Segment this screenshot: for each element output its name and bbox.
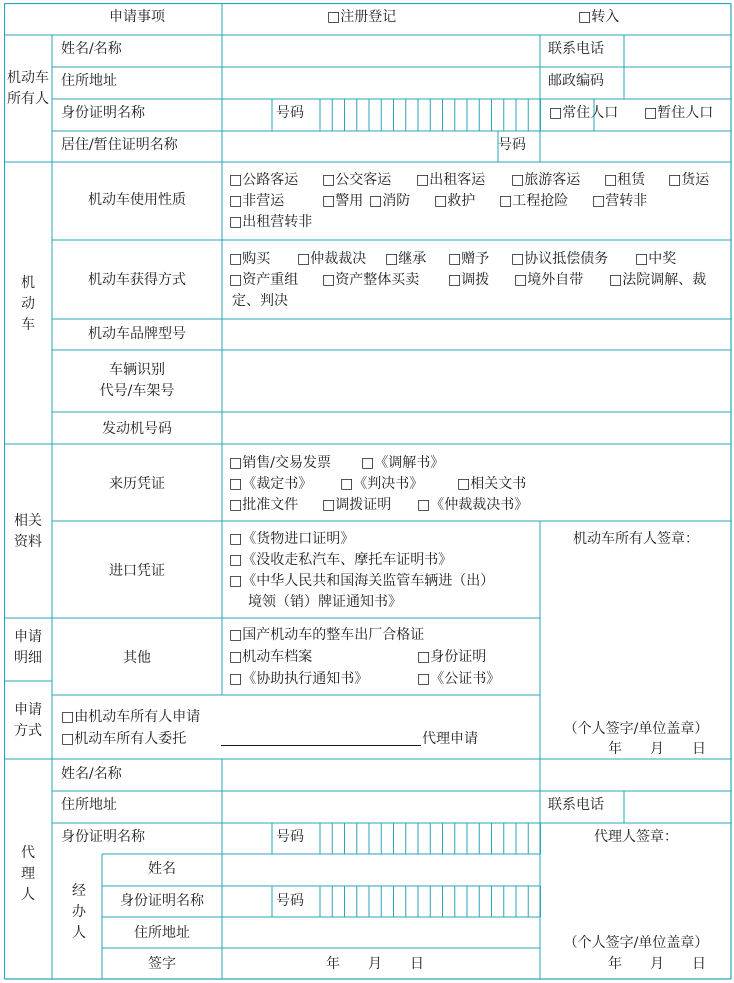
other-id-proof[interactable]: □ 身份证明 bbox=[417, 647, 486, 668]
other-label: 其他 bbox=[123, 650, 151, 666]
usage-taxi[interactable]: □ 出租客运 bbox=[416, 170, 485, 191]
usage-engineering-rescue[interactable]: □ 工程抢险 bbox=[499, 191, 568, 212]
origin-cert-label: 来历凭证 bbox=[109, 476, 165, 492]
handler-name-label: 姓名 bbox=[148, 861, 176, 877]
by-agent-checkbox[interactable]: □ 机动车所有人委托 bbox=[61, 729, 186, 750]
acquire-arbitration[interactable]: □ 仲裁裁决 bbox=[297, 249, 366, 270]
origin-allocation-proof[interactable]: □ 调拨证明 bbox=[322, 495, 391, 516]
handler-id-number-label: 号码 bbox=[276, 893, 304, 909]
import-goods-proof[interactable]: □ 《货物进口证明》 bbox=[229, 529, 354, 550]
vin-label-1: 车辆识别 bbox=[109, 362, 165, 378]
import-customs-notice[interactable]: □ 《中华人民共和国海关监管车辆进（出） bbox=[229, 571, 494, 592]
handler-section-label: 经办人 bbox=[72, 883, 86, 941]
agent-sign-date: 年 月 日 bbox=[608, 956, 706, 972]
other-assist-notice[interactable]: □ 《协助执行通知书》 bbox=[229, 669, 368, 690]
origin-sales-invoice[interactable]: □ 销售/交易发票 bbox=[229, 453, 331, 474]
vehicle-section-label: 机动车 bbox=[21, 275, 35, 333]
usage-lease[interactable]: □ 租赁 bbox=[604, 170, 645, 191]
acquire-inherit[interactable]: □ 继承 bbox=[385, 249, 426, 270]
usage-fire[interactable]: □ 消防 bbox=[369, 191, 410, 212]
other-factory-cert[interactable]: □ 国产机动车的整车出厂合格证 bbox=[229, 625, 424, 646]
owner-name-label: 姓名/名称 bbox=[61, 41, 122, 57]
acquire-restructure[interactable]: □ 资产重组 bbox=[229, 270, 298, 291]
agent-name-underline[interactable] bbox=[221, 745, 421, 746]
docs-section-label: 相关资料 bbox=[14, 513, 42, 550]
origin-ruling[interactable]: □ 《裁定书》 bbox=[229, 474, 312, 495]
temporary-resident-checkbox[interactable]: □ 暂住人口 bbox=[644, 103, 713, 124]
origin-judgment[interactable]: □ 《判决书》 bbox=[340, 474, 423, 495]
acquire-purchase[interactable]: □ 购买 bbox=[229, 249, 270, 270]
other-notary[interactable]: □ 《公证书》 bbox=[417, 669, 500, 690]
owner-seal-note: （个人签字/单位盖章） bbox=[563, 721, 709, 737]
usage-bus[interactable]: □ 公交客运 bbox=[322, 170, 391, 191]
agent-signature-label: 代理人签章： bbox=[594, 829, 678, 845]
handler-id-name-label: 身份证明名称 bbox=[120, 893, 204, 909]
usage-tourism[interactable]: □ 旅游客运 bbox=[511, 170, 580, 191]
agent-address-label: 住所地址 bbox=[61, 797, 117, 813]
acquire-lottery[interactable]: □ 中奖 bbox=[635, 249, 676, 270]
acquire-allocation[interactable]: □ 调拨 bbox=[448, 270, 489, 291]
owner-id-name-label: 身份证明名称 bbox=[61, 105, 145, 121]
usage-ambulance[interactable]: □ 救护 bbox=[434, 191, 475, 212]
agent-name-label: 姓名/名称 bbox=[61, 766, 122, 782]
owner-id-number-label: 号码 bbox=[276, 105, 304, 121]
acquire-label: 机动车获得方式 bbox=[88, 272, 186, 288]
residence-number-label: 号码 bbox=[498, 137, 526, 153]
owner-signature-label: 机动车所有人签章： bbox=[573, 531, 699, 547]
other-vehicle-archive[interactable]: □ 机动车档案 bbox=[229, 647, 312, 668]
method-section-label: 申请方式 bbox=[14, 702, 42, 739]
usage-police[interactable]: □ 警用 bbox=[322, 191, 363, 212]
owner-postcode-label: 邮政编码 bbox=[548, 73, 604, 89]
origin-mediation[interactable]: □ 《调解书》 bbox=[361, 453, 444, 474]
acquire-brought-from-abroad[interactable]: □ 境外自带 bbox=[514, 270, 583, 291]
detail-section-label: 申请明细 bbox=[14, 629, 42, 666]
origin-arbitration-award[interactable]: □ 《仲裁裁决书》 bbox=[417, 495, 528, 516]
acquire-court-mediation[interactable]: □ 法院调解、裁 bbox=[609, 270, 706, 291]
vehicle-registration-form bbox=[4, 3, 732, 980]
import-customs-notice-cont: 境领（销）牌证通知书》 bbox=[248, 594, 402, 610]
vin-label-2: 代号/车架号 bbox=[99, 383, 175, 399]
origin-approval[interactable]: □ 批准文件 bbox=[229, 495, 298, 516]
permanent-resident-checkbox[interactable]: □ 常住人口 bbox=[549, 103, 618, 124]
agent-seal-note: （个人签字/单位盖章） bbox=[563, 935, 709, 951]
agent-section-label: 代理人 bbox=[21, 845, 35, 903]
owner-address-label: 住所地址 bbox=[61, 73, 117, 89]
by-owner-checkbox[interactable]: □ 由机动车所有人申请 bbox=[61, 707, 200, 728]
model-label: 机动车品牌型号 bbox=[88, 326, 186, 342]
agent-phone-label: 联系电话 bbox=[548, 797, 604, 813]
handler-sign-date: 年 月 日 bbox=[326, 956, 424, 972]
import-confiscation-proof[interactable]: □ 《没收走私汽车、摩托车证明书》 bbox=[229, 550, 452, 571]
agent-id-name-label: 身份证明名称 bbox=[61, 829, 145, 845]
acquire-debt-settlement[interactable]: □ 协议抵偿债务 bbox=[511, 249, 608, 270]
usage-taxi-to-non[interactable]: □ 出租营转非 bbox=[229, 212, 312, 233]
transfer-in-checkbox[interactable]: □ 转入 bbox=[578, 7, 619, 28]
acquire-asset-sale[interactable]: □ 资产整体买卖 bbox=[322, 270, 419, 291]
usage-highway-passenger[interactable]: □ 公路客运 bbox=[229, 170, 298, 191]
owner-sign-date: 年 月 日 bbox=[608, 741, 706, 757]
usage-label: 机动车使用性质 bbox=[88, 192, 186, 208]
engine-number-label: 发动机号码 bbox=[102, 421, 172, 437]
import-cert-label: 进口凭证 bbox=[109, 563, 165, 579]
owner-section-label: 机动车所有人 bbox=[7, 70, 49, 107]
acquire-court-mediation-cont: 定、判决 bbox=[232, 293, 288, 309]
register-checkbox[interactable]: □ 注册登记 bbox=[327, 7, 396, 28]
handler-sign-label: 签字 bbox=[148, 956, 176, 972]
handler-address-label: 住所地址 bbox=[134, 925, 190, 941]
agent-id-number-label: 号码 bbox=[276, 829, 304, 845]
owner-phone-label: 联系电话 bbox=[548, 41, 604, 57]
acquire-gift[interactable]: □ 赠予 bbox=[448, 249, 489, 270]
usage-non-operating[interactable]: □ 非营运 bbox=[229, 191, 284, 212]
residence-id-label: 居住/暂住证明名称 bbox=[61, 137, 178, 153]
usage-freight[interactable]: □ 货运 bbox=[668, 170, 709, 191]
usage-operating-to-non[interactable]: □ 营转非 bbox=[592, 191, 647, 212]
apply-item-label: 申请事项 bbox=[109, 9, 165, 25]
agent-apply-suffix: 代理申请 bbox=[422, 731, 478, 747]
origin-related-docs[interactable]: □ 相关文书 bbox=[457, 474, 526, 495]
